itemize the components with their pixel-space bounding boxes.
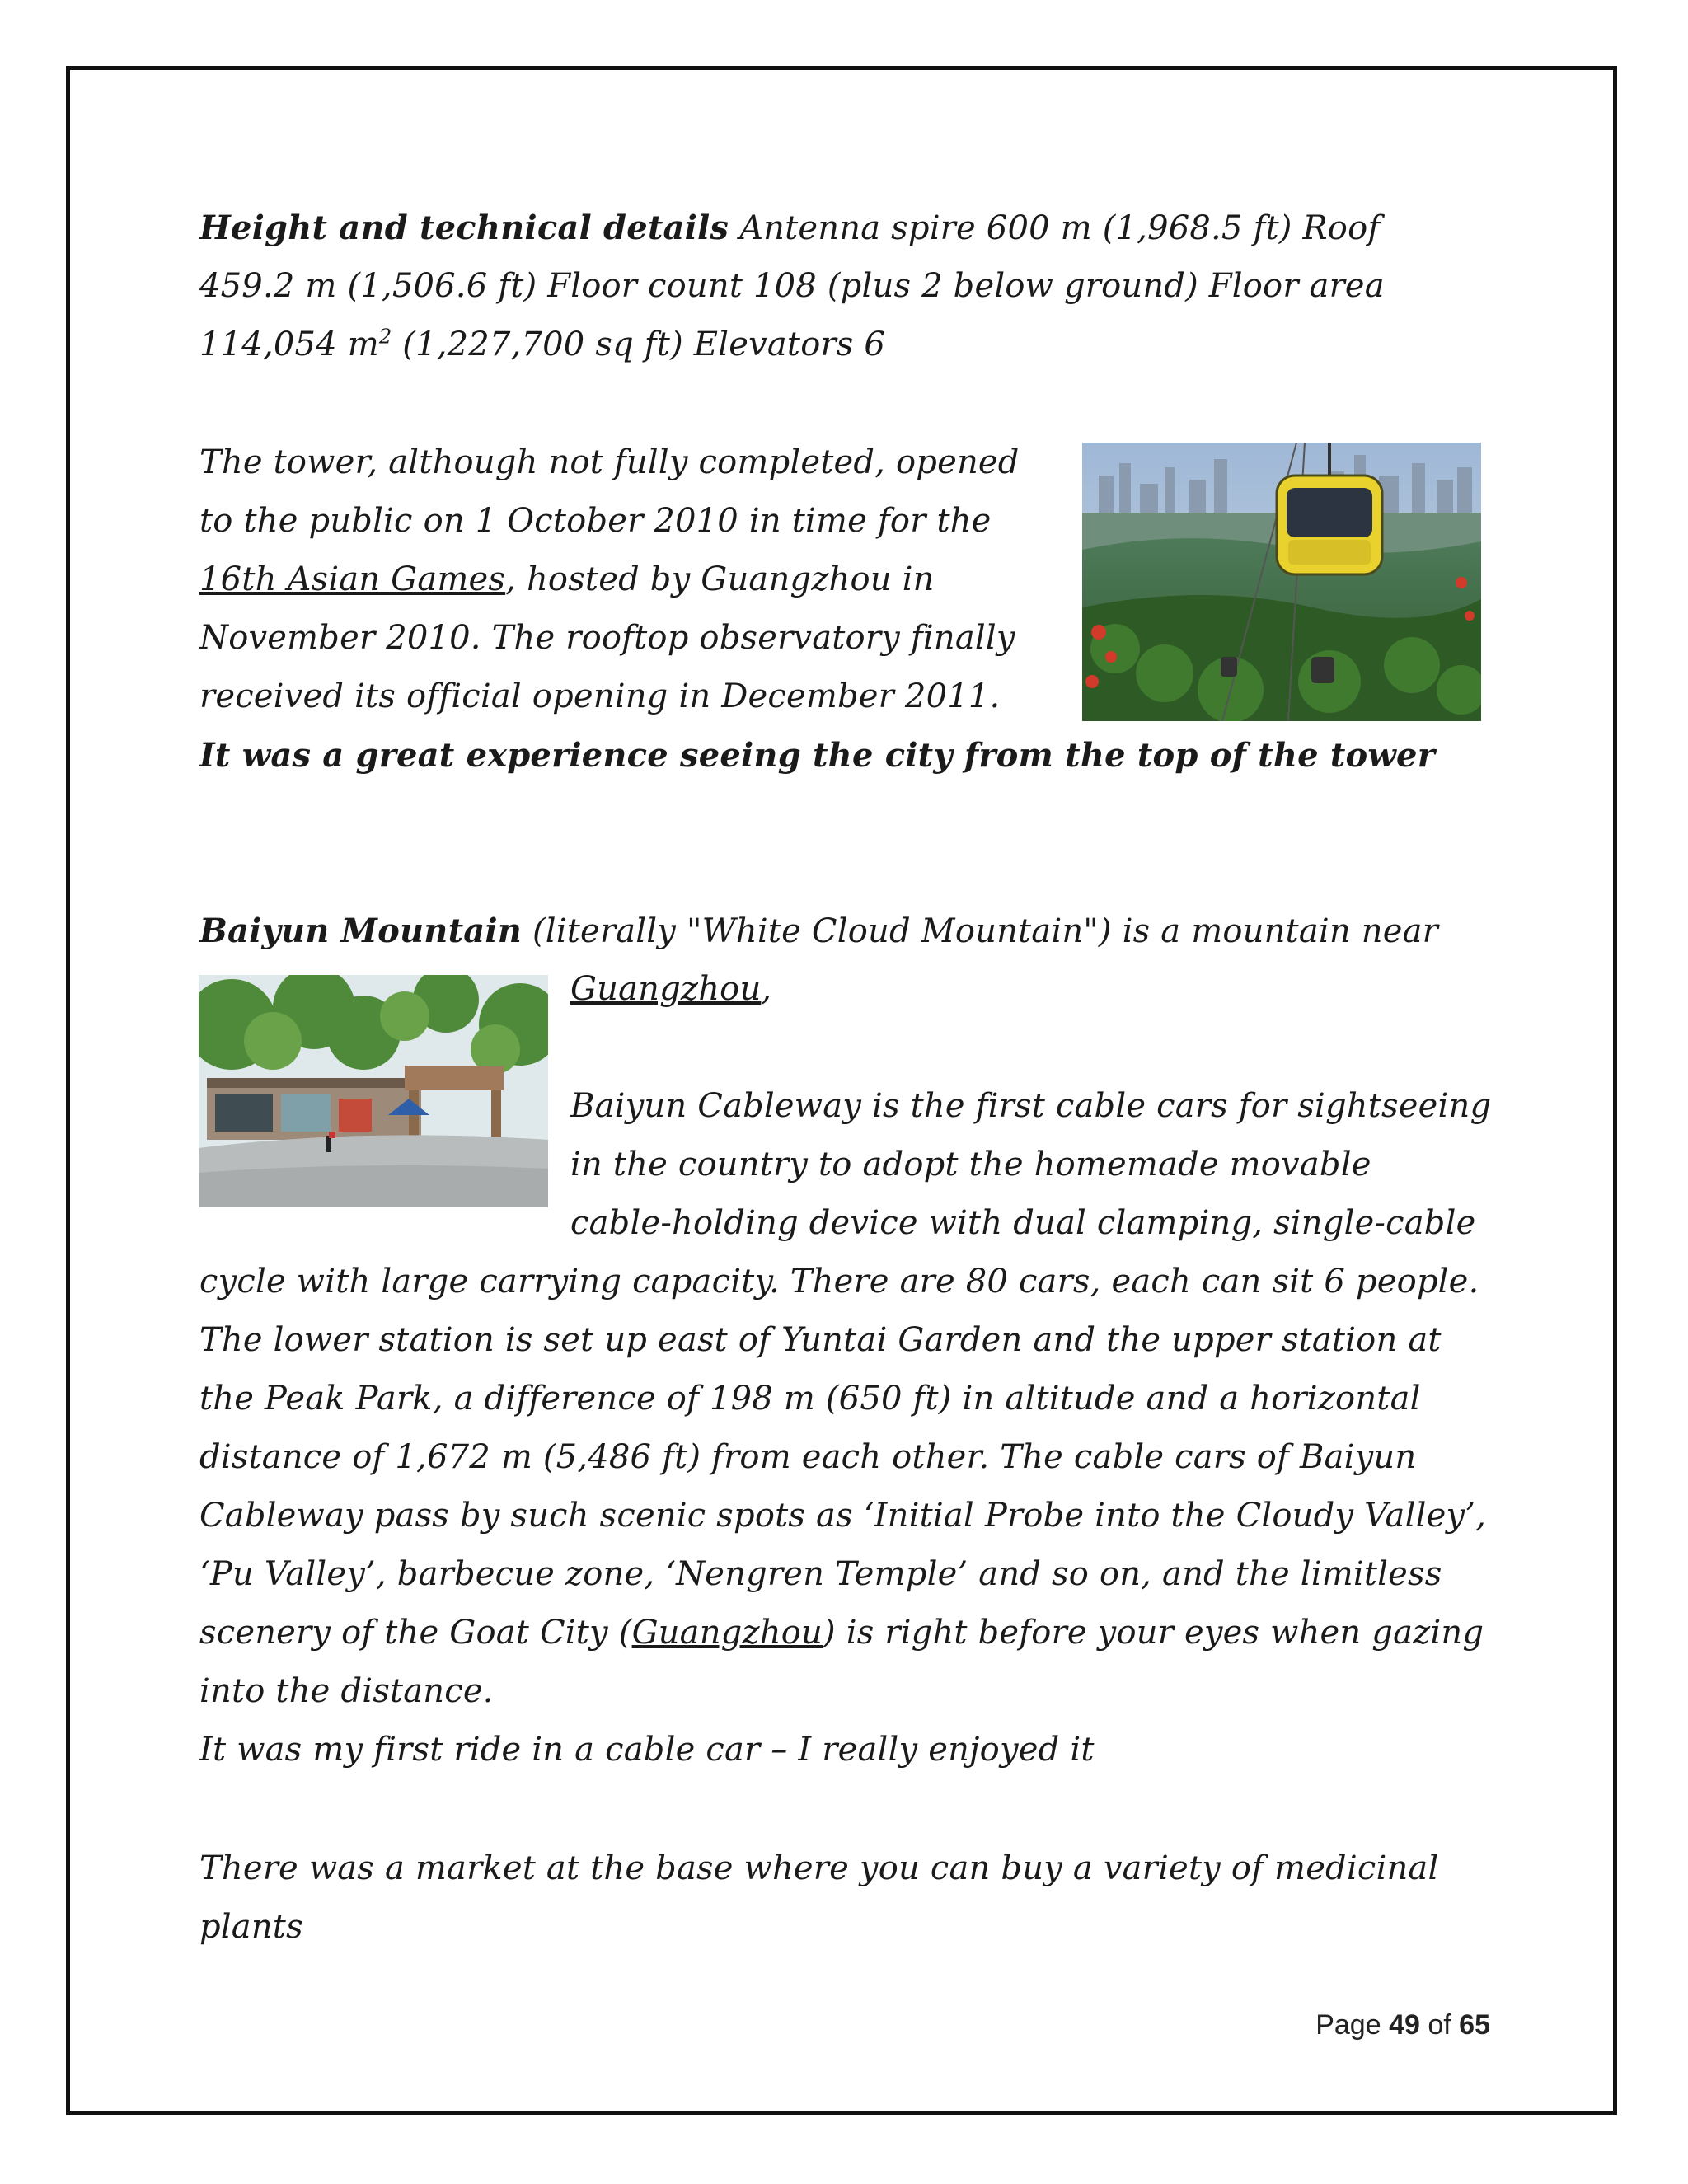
text-line: , hosted by Guangzhou in [505, 560, 935, 598]
text-line: scenery of the Goat City ( [199, 1614, 632, 1652]
text-line: The lower station is set up east of Yuntai Garden and the upper station at [199, 1321, 1442, 1359]
text-line: plants [199, 1908, 303, 1946]
guangzhou-link[interactable]: Guangzhou [631, 1614, 823, 1652]
footer-text: of [1428, 2009, 1451, 2041]
text-line: 459.2 m (1,506.6 ft) Floor count 108 (plus 2 below ground) Floor area [199, 267, 1385, 305]
market-paragraph [199, 1840, 1502, 1957]
text-line: Antenna spire 600 m (1,968.5 ft) Roof [739, 209, 1381, 247]
text-line: cycle with large carrying capacity. There are 80 cars, each can sit 6 people. [199, 1263, 1479, 1301]
text-line: to the public on 1 October 2010 in time for the [199, 502, 992, 540]
asian-games-link[interactable]: 16th Asian Games [199, 560, 506, 598]
text-line: Baiyun Cableway is the first cable cars for sightseeing [570, 1087, 1492, 1125]
guangzhou-link[interactable]: Guangzhou [570, 970, 762, 1008]
park-entrance-photo [199, 975, 548, 1207]
technical-details-paragraph [199, 199, 1502, 374]
text-line: the Peak Park, a difference of 198 m (650 ft) in altitude and a horizontal [199, 1380, 1421, 1418]
text-line: ) is right before your eyes when gazing [822, 1614, 1484, 1652]
current-page-number: 49 [1389, 2009, 1420, 2041]
text-line: ‘Pu Valley’, barbecue zone, ‘Nengren Temple’ and so on, and the limitless [199, 1555, 1442, 1593]
tower-experience-line: It was a great experience seeing the city from the top of the tower [199, 736, 1435, 775]
text-line: 114,054 m [199, 326, 379, 363]
text-line: into the distance. [199, 1672, 494, 1710]
text-line: (literally "White Cloud Mountain") is a mountain near [532, 912, 1438, 950]
text-line: November 2010. The rooftop observatory finally [199, 619, 1015, 657]
text-line: , [761, 970, 772, 1008]
text-line: in the country to adopt the homemade movable [570, 1146, 1372, 1183]
total-pages-number: 65 [1459, 2009, 1490, 2041]
text-line: There was a market at the base where you can buy a variety of medicinal [199, 1849, 1439, 1887]
text-line: The tower, although not fully completed, opened [199, 443, 1020, 481]
cable-car-photo [1082, 443, 1481, 721]
text-line: Cableway pass by such scenic spots as ‘Initial Probe into the Cloudy Valley’, [199, 1497, 1487, 1535]
text-line: cable-holding device with dual clamping, single-cable [570, 1204, 1476, 1242]
text-line: received its official opening in December 2011. [199, 677, 1001, 715]
cableway-paragraph [199, 1253, 1502, 1779]
text-line: distance of 1,672 m (5,486 ft) from each other. The cable cars of Baiyun [199, 1438, 1417, 1476]
cable-car-ride-line: It was my first ride in a cable car – I really enjoyed it [199, 1731, 1095, 1769]
text-line: (1,227,700 sq ft) Elevators 6 [402, 326, 886, 363]
baiyun-heading-line [199, 902, 1502, 960]
baiyun-wrapped-text [570, 960, 1502, 1253]
superscript: 2 [378, 325, 392, 349]
page-number-footer [1236, 2009, 1490, 2041]
technical-details-heading: Height and technical details [199, 209, 729, 247]
footer-text: Page [1315, 2009, 1381, 2041]
baiyun-mountain-heading: Baiyun Mountain [199, 912, 523, 950]
